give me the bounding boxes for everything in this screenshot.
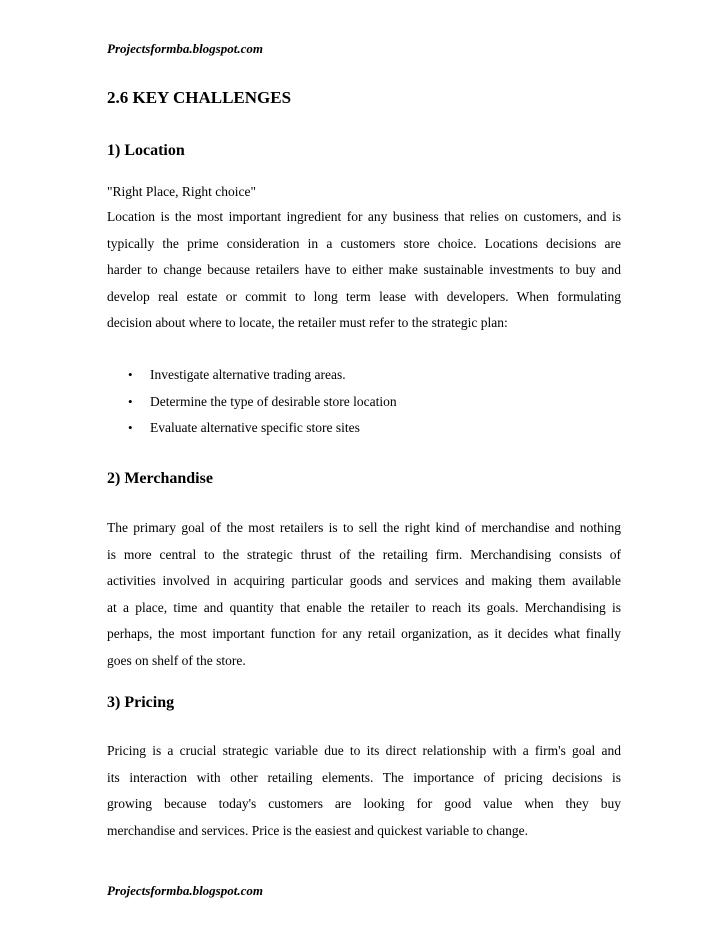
paragraph-line: merchandise and services. Price is the easiest and quickest variable to change.	[107, 822, 528, 838]
section-heading-merchandise: 2) Merchandise	[107, 470, 213, 487]
paragraph-line: Pricing is a crucial strategic variable due to its direct relationship with a firm's goal and	[107, 743, 621, 758]
paragraph-line: is more central to the strategic thrust of the retailing firm. Merchandising consists of	[107, 546, 621, 562]
list-item	[128, 389, 397, 416]
section-heading-pricing: 3) Pricing	[107, 694, 175, 711]
paragraph-line: The primary goal of the most retailers is to sell the right kind of merchandise and nothing	[107, 520, 621, 535]
list-item-text: Determine the type of desirable store location	[150, 393, 397, 409]
location-bullet-list	[128, 362, 397, 442]
paragraph-line: growing because today's customers are looking for good value when they buy	[107, 796, 621, 811]
paragraph-line: develop real estate or commit to long term lease with developers. When formulating	[107, 288, 621, 304]
list-item	[128, 362, 397, 389]
paragraph-line: harder to change because retailers have to either make sustainable investments to buy and	[107, 262, 621, 277]
bullet-icon: •	[128, 420, 133, 435]
merchandise-paragraph	[107, 515, 621, 674]
location-quote: "Right Place, Right choice"	[107, 184, 256, 199]
section-heading-location: 1) Location	[107, 142, 185, 159]
pricing-paragraph	[107, 738, 621, 844]
list-item	[128, 415, 397, 442]
paragraph-line: at a place, time and quantity that enable the retailer to reach its goals. Merchandising is	[107, 599, 621, 615]
paragraph-line: typically the prime consideration in a customers store choice. Locations decisions are	[107, 235, 621, 251]
paragraph-line: its interaction with other retailing elements. The importance of pricing decisions is	[107, 769, 621, 785]
bullet-icon: •	[128, 367, 133, 382]
paragraph-line: goes on shelf of the store.	[107, 652, 246, 668]
paragraph-line: Location is the most important ingredient for any business that relies on customers, and is	[107, 209, 621, 224]
paragraph-line: activities involved in acquiring particular goods and services and making them available	[107, 573, 621, 588]
list-item-text: Evaluate alternative specific store sites	[150, 420, 360, 435]
paragraph-line: perhaps, the most important function for any retail organization, as it decides what finally	[107, 626, 621, 641]
page-header: Projectsformba.blogspot.com	[107, 41, 263, 56]
bullet-icon: •	[128, 393, 133, 409]
page-footer: Projectsformba.blogspot.com	[107, 883, 263, 898]
main-heading: 2.6 KEY CHALLENGES	[107, 88, 292, 107]
list-item-text: Investigate alternative trading areas.	[150, 367, 346, 382]
location-paragraph	[107, 204, 621, 337]
paragraph-line: decision about where to locate, the retailer must refer to the strategic plan:	[107, 315, 508, 330]
